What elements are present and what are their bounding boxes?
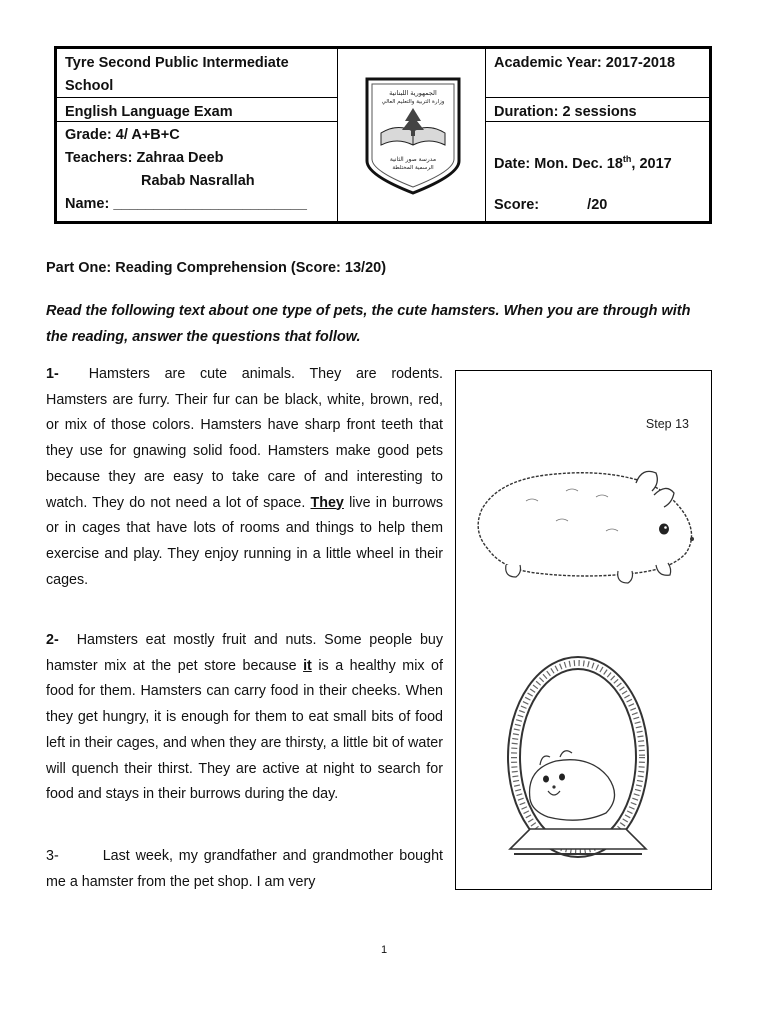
academic-year: Academic Year: 2017-2018 [494,55,676,71]
underlined-word: it [303,657,312,674]
paragraph-number: 3- [46,848,59,864]
school-logo [363,75,463,197]
school-name-line2: School [65,78,114,94]
score-field [486,191,712,220]
paragraph-number: 1- [46,366,59,382]
paragraph-number: 2- [46,632,59,648]
exam-date [486,145,712,179]
date-text: Date: Mon. Dec. 18 [494,155,623,172]
score-label: Score: [494,197,540,213]
duration: Duration: 2 sessions [494,104,637,120]
paragraph-text: live in burrows or in cages that have lots of rooms and things to help them exercise and play. They enjoy running in a little wheel in their cages. [46,494,443,588]
paragraph-text: Hamsters are cute animals. They are rodents. Hamsters are furry. Their fur can be black, white, brown, red, or mix of those colors. Hamsters have sharp front teeth that they use for gnawing solid food. Hamsters make good pets because they are easy to take care of and interesting to watch. They do not need a lot of space. [46,366,443,511]
paragraph-text: Hamsters eat mostly fruit and nuts. Some people buy hamster mix at the pet store because [46,632,443,674]
hamster-drawing-icon [466,461,701,591]
student-name-field[interactable]: Name: ________________________ [65,196,307,212]
school-logo-shield-icon [363,75,463,197]
underlined-word: They [310,494,344,511]
step-label: Step 13 [645,417,689,431]
reading-paragraph-1 [46,362,443,593]
instructions: Read the following text about one type of pets, the cute hamsters. When you are through with the reading, answer the questions that follow. [46,303,691,345]
teachers-text: Teachers: Zahraa Deeb [65,150,224,166]
grade-teachers-block [57,121,337,219]
svg-text:وزارة التربية والتعليم العالي: وزارة التربية والتعليم العالي [381,99,445,105]
teacher2-text: Rabab Nasrallah [141,173,255,189]
svg-text:الجمهورية اللبنانية: الجمهورية اللبنانية [389,89,437,97]
exam-header-table [54,46,712,224]
svg-text:مدرسة صور الثانية: مدرسة صور الثانية [389,156,437,163]
svg-text:الرسمية المختلطة: الرسمية المختلطة [392,165,434,171]
paragraph-text: is a healthy mix of food for them. Hamsters can carry food in their cheeks. When they get hungry, it is enough for them to eat small bits of food left in their cages, and when they are thirsty, a little bit of water will quench their thirst. They are active at night to search for food and stays in their burrows during the day. [46,657,443,803]
date-superscript: th [622,154,632,164]
grade-text: Grade: 4/ A+B+C [65,127,180,143]
header-divider-left [337,49,338,221]
part-title: Part One: Reading Comprehension (Score: 13/20) [46,260,387,276]
hamster-wheel-drawing-icon [490,649,680,885]
paragraph-text: Last week, my grandfather and grandmother bought me a hamster from the pet shop. I am very [46,848,443,890]
school-name-line1: Tyre Second Public Intermediate [65,55,289,71]
exam-subject: English Language Exam [65,104,233,120]
hamster-illustration-frame [455,370,712,890]
date-year: , 2017 [631,155,672,172]
reading-paragraph-2 [46,628,443,808]
reading-paragraph-3 [46,844,443,895]
score-value: /20 [587,197,608,213]
school-name [57,49,337,101]
page-number: 1 [380,944,388,956]
